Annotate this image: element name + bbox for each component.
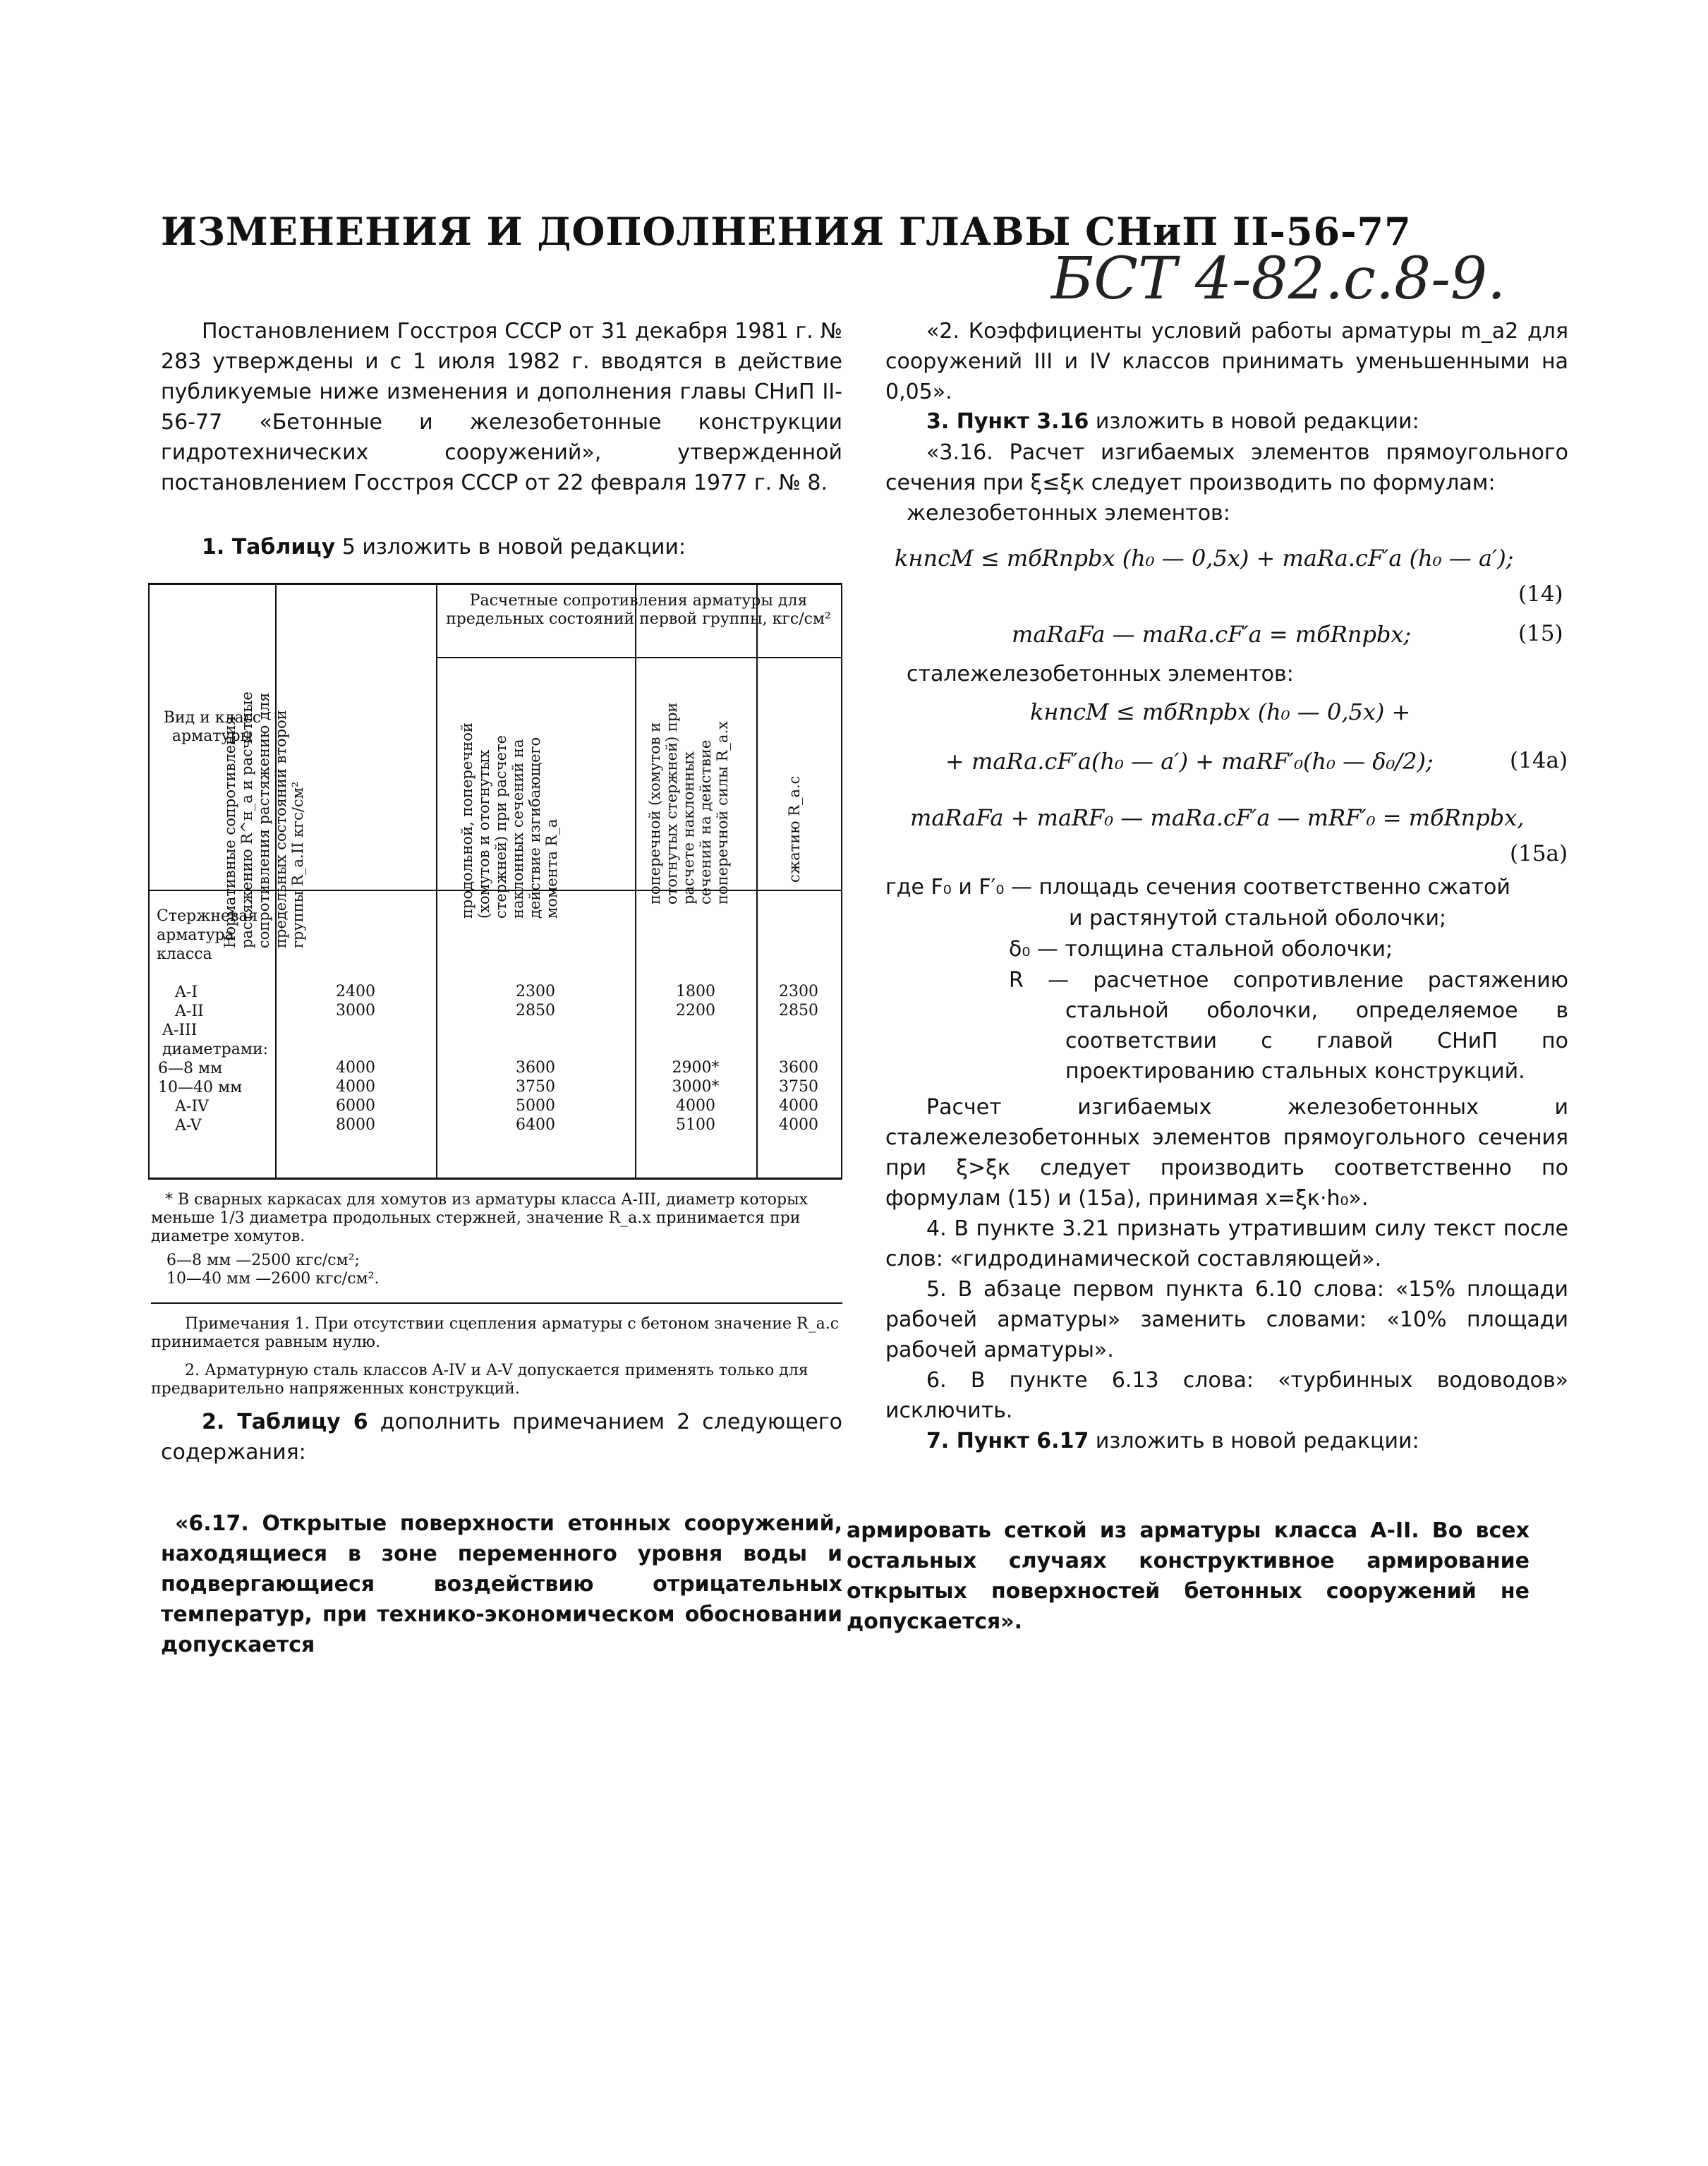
table-col-norm: Нормативные сопротивления растяжению R^н_a и расчетные сопротивления растяжению для предельных состояний второй группы R_a.II кгс/см² — [222, 691, 306, 948]
item-3 — [885, 406, 1568, 437]
formula-14a-line2: + maRa.cF′a(h₀ — a′) + maRF′₀(h₀ — δ₀/2); — [945, 748, 1434, 775]
table-cell: 2900* — [672, 1059, 720, 1077]
definition-f0-cont: и растянутой стальной оболочки; — [1069, 906, 1447, 931]
table-cell: 4000 — [779, 1097, 818, 1115]
table-row-label: 6—8 мм — [158, 1060, 223, 1077]
table-row-label: A-IV — [175, 1098, 209, 1115]
table-row-label: A-I — [175, 984, 198, 1001]
table-row-label: A-III диаметрами: — [162, 1022, 269, 1058]
table-group-header: Расчетные сопротивления арматуры для предельных состояний первой группы, кгс/см² — [446, 592, 831, 628]
formula-14: kнnсM ≤ mбRпрbx (h₀ — 0,5x) + maRa.cF′a (h₀ — a′); — [895, 545, 1514, 571]
bottom-right-text: армировать сеткой из арматуры класса A-II. Во всех остальных случаях конструктивное армирование открытых поверхностей бетонных сооружений не допускается». — [847, 1518, 1530, 1634]
item-7-bold: 7. Пункт 6.17 — [926, 1429, 1089, 1453]
item-5: 5. В абзаце первом пункта 6.10 слова: «15% площади рабочей арматуры» заменить словами: «10% площади рабочей арматуры». — [885, 1277, 1568, 1362]
table-cell: 2300 — [779, 983, 818, 1000]
table-cell: 3750 — [779, 1078, 818, 1096]
table-note-1: Примечания 1. При отсутствии сцепления арматуры с бетоном значение R_a.c принимается равным нулю. — [151, 1315, 840, 1351]
table-cell: 6000 — [336, 1097, 375, 1115]
paragraph-316: «3.16. Расчет изгибаемых элементов прямоугольного сечения при ξ≤ξк следует производить по формулам: — [885, 440, 1568, 495]
table-cell: 8000 — [336, 1116, 375, 1134]
definition-f0: где F₀ и F′₀ — площадь сечения соответственно сжатой — [885, 875, 1510, 900]
table-cell: 3000* — [672, 1078, 720, 1096]
table-footnote-line: 6—8 мм —2500 кгс/см²; — [166, 1252, 360, 1269]
formula-14-number: (14) — [1518, 581, 1563, 607]
calc-paragraph: Расчет изгибаемых железобетонных и сталежелезобетонных элементов прямоугольного сечения при ξ>ξк следует производить соответственно по формулам (15) и (15a), принимая x=ξк·h₀». — [885, 1095, 1568, 1211]
quote-2: «2. Коэффициенты условий работы арматуры m_a2 для сооружений III и IV классов принимать уменьшенными на 0,05». — [885, 319, 1568, 404]
table-row-label: A-V — [175, 1117, 202, 1135]
table-cell: 4000 — [336, 1078, 375, 1096]
table-cell: 3000 — [336, 1002, 375, 1020]
table-footnote: * В сварных каркасах для хомутов из арматуры класса A-III, диаметр которых меньше 1/3 диаметра продольных стержней, значение R_a.x принимается при диаметре хомутов. — [151, 1191, 808, 1245]
label-rc-elements: железобетонных элементов: — [907, 501, 1230, 526]
table-footnote-line: 10—40 мм —2600 кгс/см². — [166, 1270, 380, 1288]
table-cell: 3750 — [516, 1078, 555, 1096]
item-7 — [885, 1426, 1568, 1456]
table-cell: 3600 — [516, 1059, 555, 1077]
table-5 — [148, 583, 842, 1180]
table-cell: 5100 — [676, 1116, 715, 1134]
table-cell: 2300 — [516, 983, 555, 1000]
table-row-intro: Стержневая арматура класса — [157, 907, 258, 963]
table-cell: 2200 — [676, 1002, 715, 1020]
intro-paragraph: Постановлением Госстроя СССР от 31 декабря 1981 г. № 283 утверждены и с 1 июля 1982 г. вводятся в действие публикуемые ниже изменения и дополнения главы СНиП II-56-77 «Бетонные и железобетонные конструкции гидротехнических сооружений», утвержденной постановлением Госстроя СССР от 22 февраля 1977 г. № 8. — [161, 319, 842, 495]
label-sc-elements: сталежелезобетонных элементов: — [907, 662, 1294, 686]
definition-delta0: δ₀ — толщина стальной оболочки; — [1009, 937, 1393, 962]
formula-14a-line1: kнnсM ≤ mбRпрbx (h₀ — 0,5x) + — [1030, 698, 1411, 725]
formula-14a-number: (14a) — [1510, 748, 1568, 773]
item-1-bold: 1. Таблицу — [202, 535, 336, 559]
table-cell: 2400 — [336, 983, 375, 1000]
table-col-long: продольной, поперечной (хомутов и отогнутых стержней) при расчете наклонных сечений на действие изгибающего момента R_a — [459, 722, 560, 919]
table-cell: 4000 — [779, 1116, 818, 1134]
item-7-text: изложить в новой редакции: — [1089, 1429, 1419, 1453]
table-row-label: 10—40 мм — [158, 1079, 243, 1096]
item-2-bold: 2. Таблицу 6 — [202, 1410, 368, 1434]
item-4: 4. В пункте 3.21 признать утратившим силу текст после слов: «гидродинамической составляющей». — [885, 1216, 1568, 1271]
bottom-left-text: «6.17. Открытые поверхности етонных сооружений, находящиеся в зоне переменного уровня воды и подвергающиеся воздействию отрицательных температур, при технико-экономическом обосновании допускается — [161, 1511, 842, 1657]
table-col-kind: Вид и класс арматуры — [163, 709, 262, 745]
table-col-trans: поперечной (хомутов и отогнутых стержней) при расчете наклонных сечений на действие поперечной силы R_a.x — [646, 702, 731, 904]
formula-15: maRaFa — maRa.cF′a = mбRпрbx; — [1012, 621, 1412, 648]
formula-15-number: (15) — [1518, 621, 1563, 646]
divider — [151, 1302, 842, 1304]
table-cell: 6400 — [516, 1116, 555, 1134]
table-cell: 2850 — [516, 1002, 555, 1020]
formula-15a-number: (15a) — [1510, 841, 1568, 866]
table-cell: 5000 — [516, 1097, 555, 1115]
table-cell: 4000 — [336, 1059, 375, 1077]
item-3-bold: 3. Пункт 3.16 — [926, 409, 1089, 434]
item-2 — [161, 1407, 842, 1468]
item-6: 6. В пункте 6.13 слова: «турбинных водоводов» исключить. — [885, 1368, 1568, 1423]
item-2-text: дополнить примечанием 2 следующего содержания: — [161, 1410, 842, 1465]
item-1 — [161, 532, 842, 562]
table-cell: 2850 — [779, 1002, 818, 1020]
item-3-text: изложить в новой редакции: — [1089, 409, 1419, 434]
table-cell: 1800 — [676, 983, 715, 1000]
handwritten-note: БСТ 4-82.с.8-9. — [1051, 246, 1506, 313]
item-1-text: 5 изложить в новой редакции: — [335, 535, 686, 559]
table-row-label: A-II — [175, 1003, 204, 1020]
table-col-comp: сжатию R_a.c — [786, 775, 803, 883]
table-note-2: 2. Арматурную сталь классов A-IV и A-V допускается применять только для предварительно напряженных конструкций. — [151, 1362, 808, 1398]
table-cell: 3600 — [779, 1059, 818, 1077]
definition-r: R — расчетное сопротивление растяжению стальной оболочки, определяемое в соответствии с главой СНиП по проектированию стальных конструкций. — [1009, 968, 1568, 1084]
formula-15a: maRaFa + maRF₀ — maRa.cF′a — mRF′₀ = mбRпрbx, — [910, 804, 1525, 831]
table-cell: 4000 — [676, 1097, 715, 1115]
page-title: ИЗМЕНЕНИЯ И ДОПОЛНЕНИЯ ГЛАВЫ СНиП II-56-77 — [161, 209, 1412, 254]
